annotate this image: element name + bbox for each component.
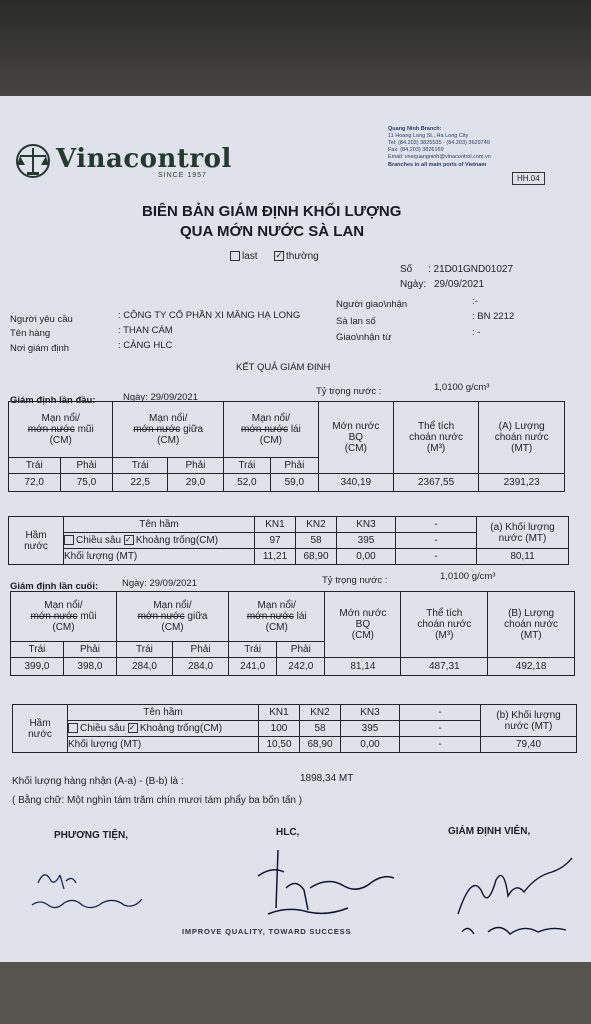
value-cell: 2391,23 [479,474,565,492]
checkbox-checked-icon: ✓ [124,535,134,545]
value-cell: 284,0 [173,658,229,676]
option-normal [274,251,319,262]
goods-value: : THAN CÁM [118,325,173,336]
goods-label: Tên hàng [10,328,51,339]
header-text: Mạn nổi/ [153,600,192,611]
background-bottom [0,955,591,1024]
right-label: Phải [173,642,229,658]
tank-label-text: Hầm [29,717,51,729]
right-label: Phải [63,642,116,658]
first-inspection-label: Giám định lần đầu: [10,395,96,406]
depth-label-text: Chiều sâu [76,535,122,546]
header-text: Mạn nổi/ [251,413,291,424]
checkbox-empty-icon [230,251,240,261]
received-value: 1898,34 MT [300,773,354,784]
header-text: mũi [77,424,94,435]
right-label: Phải [60,458,113,474]
kn3-header: KN3 [337,517,396,533]
barge-label: Sà lan số [336,316,376,327]
branch-line: Branches in all main ports of Vietnam [388,162,487,168]
value-cell: 0,00 [341,737,400,753]
checkbox-checked-icon: ✓ [275,250,283,261]
deliverer-value: :- [472,296,478,307]
last-draft-table [10,591,575,676]
hlc-signature [248,848,408,923]
footer-slogan: IMPROVE QUALITY, TOWARD SUCCESS [182,927,352,936]
header-text: mớn nước [240,424,289,435]
branch-line: Tel: (84.203) 3825535 - (84.203) 3629749 [388,140,490,146]
dash-cell: - [400,721,481,737]
value-cell: 487,31 [401,658,488,676]
value-cell: 340,19 [318,474,393,492]
header-text: (CM) [265,622,288,633]
branch-line: 11 Hoang Long St., Ha Long City [388,133,469,139]
header-text: (CM) [157,435,180,446]
header-text: Mạn nổi/ [149,413,188,424]
header-text: (M³) [426,443,446,454]
mass-label: Khối lượng (MT) [68,737,259,753]
date-value: 29/09/2021 [434,279,485,290]
tank-name-header: Tên hầm [64,517,255,533]
stern-header [223,402,318,458]
tank-label-text: nước [28,728,52,740]
header-text: (CM) [344,443,367,454]
header-text: Mớn nước [332,421,380,432]
background-top [0,0,591,110]
dash-cell: - [396,517,477,533]
header-text: mũi [80,611,97,622]
value-cell: 398,0 [63,658,116,676]
header-text: Thể tích [426,608,463,619]
branch-line: Email: vnequangninh@vinacontrol.com.vn [388,154,491,160]
header-text: (M³) [435,630,454,641]
last-density-value: 1,0100 g/cm³ [440,571,496,582]
brand-logo-text: Vinacontrol [56,144,232,174]
tank-name-header: Tên hầm [68,705,259,721]
right-label: Phải [270,458,318,474]
value-cell: 81,14 [325,658,401,676]
left-label: Trái [11,642,64,658]
vehicle-signature [30,861,160,921]
dash-cell: - [400,705,481,721]
header-text: choán nước [504,619,559,630]
header-text: BQ [355,619,371,630]
right-label: Phải [167,458,223,474]
dash-cell: - [400,737,481,753]
header-text: (CM) [351,630,374,641]
place-label: Nơi giám định [10,343,70,354]
mid-header [116,592,228,642]
header-text: (CM) [161,622,184,633]
first-tank-table [8,516,569,565]
kn2-header: KN2 [300,705,341,721]
header-text: (b) Khối lượng [496,709,561,721]
space-label-text: Khoảng trống(CM) [139,723,223,734]
header-text: mớn nước [137,611,185,622]
dash-cell: - [396,533,477,549]
header-text: choán nước [409,432,463,443]
signer-hlc: HLC, [276,827,300,838]
from-label: Giao\nhận từ [336,332,392,343]
header-text: choán nước [494,432,549,443]
inspector-signature [448,852,578,947]
kn2-header: KN2 [296,517,337,533]
header-text: nước (MT) [504,720,553,732]
checkbox-empty-icon [64,535,74,545]
value-cell: 0,00 [337,549,396,565]
tank-label [13,705,68,753]
header-text: (A) Lượng [498,421,545,432]
document-page [0,96,591,962]
header-text: mớn nước [246,611,294,622]
depth-label-text: Chiều sâu [80,723,126,734]
space-label-text: Khoảng trống(CM) [135,535,219,546]
value-cell: 395 [337,533,396,549]
place-value: : CẢNG HLC [118,340,173,351]
barge-value: : BN 2212 [472,311,515,322]
value-cell: 22,5 [113,474,168,492]
bow-header [9,402,113,458]
value-cell: 241,0 [229,658,277,676]
displacement-b-header [488,592,575,658]
value-cell: 59,0 [270,474,318,492]
bow-header [11,592,117,642]
value-cell: 242,0 [277,658,325,676]
header-text: (CM) [52,622,75,633]
signer-vehicle: PHƯƠNG TIỆN, [54,830,129,841]
header-text: (MT) [520,630,542,641]
kn1-header: KN1 [255,517,296,533]
received-label: Khối lượng hàng nhận (A-a) - (B-b) là : [12,776,184,787]
depth-label [64,533,255,549]
header-text: (CM) [49,435,72,446]
signer-inspector: GIÁM ĐỊNH VIÊN, [448,826,531,837]
header-text: mớn nước [30,611,78,622]
tank-label-text: nước [24,540,48,552]
branch-line: Quang Ninh Branch: [388,126,442,132]
header-text: (a) Khối lượng [490,521,555,533]
left-label: Trái [116,642,172,658]
water-mass-a-value: 80,11 [477,549,569,565]
left-label: Trái [9,458,61,474]
from-value: : - [472,327,481,338]
deliverer-label: Người giao\nhận [336,299,408,310]
volume-header [393,402,479,474]
header-text: Mạn nổi/ [257,600,296,611]
form-code: HH.04 [512,172,545,185]
header-text: choán nước [417,619,472,630]
value-cell: 72,0 [9,474,61,492]
header-text: Mạn nổi/ [41,413,80,424]
header-text: giữa [187,611,208,622]
left-label: Trái [113,458,168,474]
value-cell: 284,0 [116,658,172,676]
value-cell: 11,21 [255,549,296,565]
value-cell: 2367,55 [393,474,479,492]
tank-label-text: Hầm [25,529,47,541]
so-label: Số [400,264,413,275]
header-text: (B) Lượng [508,608,555,619]
first-inspection-date: Ngày: 29/09/2021 [123,392,199,403]
bq-header [325,592,401,658]
header-text: Mớn nước [339,608,387,619]
value-cell: 395 [341,721,400,737]
header-text: lái [290,424,301,435]
header-text: nước (MT) [498,532,547,544]
bq-header [318,402,393,474]
value-cell: 492,18 [488,658,575,676]
brand-since: SINCE 1957 [158,172,207,179]
first-draft-table [8,401,565,492]
last-density-label: Tỷ trọng nước : [322,575,388,586]
amount-in-words: ( Bằng chữ: Một nghìn tám trăm chín mươi tám phẩy ba bốn tấn ) [12,795,303,806]
kn1-header: KN1 [259,705,300,721]
option-last-label: last [242,251,258,262]
doc-title-line2: QUA MỚN NƯỚC SÀ LAN [180,223,365,240]
doc-title-line1: BIÊN BẢN GIÁM ĐỊNH KHỐI LƯỢNG [142,203,402,220]
mass-label: Khối lượng (MT) [64,549,255,565]
last-inspection-label: Giám định lần cuối: [10,581,99,592]
dash-cell: - [396,549,477,565]
requester-label: Người yêu cầu [10,314,73,325]
value-cell: 52,0 [223,474,270,492]
first-density-value: 1,0100 g/cm³ [434,382,490,393]
water-mass-b-header [481,705,577,737]
value-cell: 58 [300,721,341,737]
result-title: KẾT QUẢ GIÁM ĐỊNH [236,362,331,373]
tank-label [9,517,64,565]
value-cell: 10,50 [259,737,300,753]
checkbox-empty-icon [68,723,78,733]
date-label: Ngày: [400,279,427,290]
branch-line: Fax: (84.203) 3826169 [388,147,444,153]
right-label: Phải [277,642,325,658]
volume-header [401,592,488,658]
header-text: Thể tích [418,421,455,432]
mid-header [113,402,224,458]
header-text: mớn nước [133,424,181,435]
option-normal-label: thường [286,251,319,262]
requester-value: : CÔNG TY CỔ PHẦN XI MĂNG HẠ LONG [118,310,301,321]
displacement-a-header [479,402,565,474]
header-text: giữa [183,424,204,435]
value-cell: 97 [255,533,296,549]
water-mass-a-header [477,517,569,549]
header-text: (MT) [511,443,533,454]
value-cell: 29,0 [167,474,223,492]
header-text: Mạn nổi/ [44,600,83,611]
value-cell: 68,90 [296,549,337,565]
value-cell: 68,90 [300,737,341,753]
value-cell: 75,0 [60,474,113,492]
option-last [230,251,258,262]
left-label: Trái [223,458,270,474]
scales-logo-icon [14,142,52,180]
so-value: : 21D01GND01027 [428,264,514,275]
value-cell: 399,0 [11,658,64,676]
kn3-header: KN3 [341,705,400,721]
checkbox-checked-icon: ✓ [128,723,138,733]
header-text: lái [296,611,307,622]
value-cell: 100 [259,721,300,737]
first-density-label: Tỷ trọng nước : [316,386,382,397]
depth-label [68,721,259,737]
water-mass-b-value: 79,40 [481,737,577,753]
header-text: (CM) [259,435,283,446]
left-label: Trái [229,642,277,658]
last-tank-table [12,704,577,753]
header-text: BQ [348,432,364,443]
stern-header [229,592,325,642]
value-cell: 58 [296,533,337,549]
last-inspection-date: Ngày: 29/09/2021 [122,578,198,589]
header-text: mớn nước [27,424,75,435]
